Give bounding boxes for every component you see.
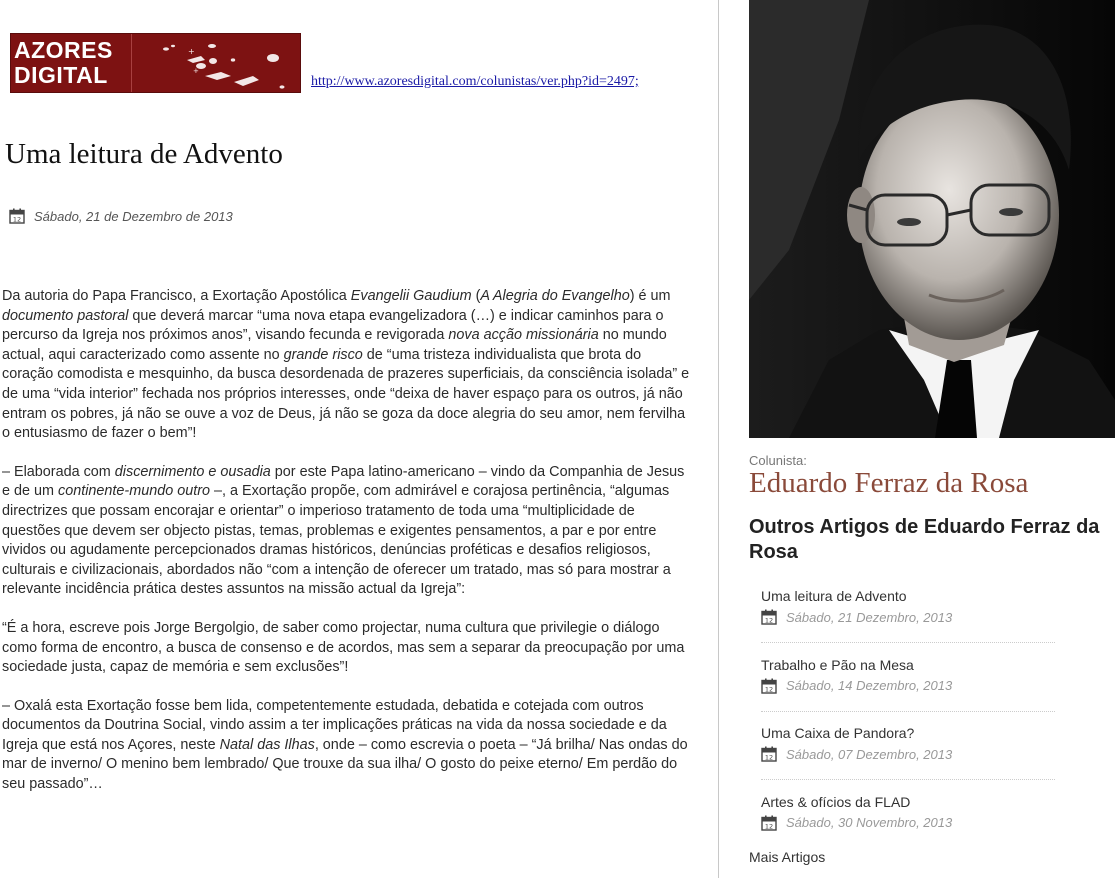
divider: [761, 642, 1055, 643]
article-paragraph-1: [2, 287, 692, 444]
other-article-date-row: [761, 609, 1115, 625]
text-run: ) é um: [629, 288, 671, 304]
text-run: “É a hora, escreve pois Jorge Bergolgio, de saber como projectar, numa cultura que privilegie o diálogo como forma de encontro, a busca de consenso e de acordos, mas sem a separar da preocupação por uma sociedade justa, capaz de memória e sem exclusões”!: [2, 619, 685, 676]
other-article-date: Sábado, 21 Dezembro, 2013: [786, 609, 953, 625]
text-run: no mundo actual, aqui caracterizado como assente no: [2, 327, 667, 363]
article-paragraph-4: [2, 697, 692, 795]
article-date-row: [9, 208, 233, 224]
text-run: Da autoria do Papa Francisco, a Exortação Apostólica: [2, 288, 351, 304]
article-date: Sábado, 21 de Dezembro de 2013: [34, 208, 233, 224]
other-article-date: Sábado, 07 Dezembro, 2013: [786, 746, 953, 762]
divider: [761, 711, 1055, 712]
columnist-photo: [749, 0, 1115, 438]
text-run: – Elaborada com: [2, 463, 115, 480]
other-article-title[interactable]: Trabalho e Pão na Mesa: [761, 656, 914, 673]
text-run: de “uma tristeza individualista que brota do coração comodista e mesquinho, da busca desordenada de prazeres superficiais, da consciência isolada” e de uma “vida interior” fechada nos próprios interesses, onde “deixa de haver espaço para os outros, já não entram os pobres, já não se ouve a voz de Deus, já não se goza da doce alegria do seu amor, nem fervilha o entusiasmo de fazer o bem”!: [2, 346, 690, 442]
list-item[interactable]: [761, 588, 1115, 657]
calendar-icon: [761, 609, 777, 625]
text-run: – Oxalá esta Exortação fosse bem lida, competentemente estudada, debatida e cotejada com outros documentos da Doutrina Social, vindo assim a ter implicações práticas na vida da nossa sociedade e da Igreja que está nos Açores, neste: [2, 697, 667, 753]
article-paragraph-2: [2, 463, 692, 600]
article-body: [2, 287, 692, 814]
italic-phrase: discernimento e ousadia: [114, 463, 271, 480]
svg-text:+: +: [193, 67, 199, 75]
article-paragraph-3: [2, 619, 692, 678]
italic-phrase: grande risco: [283, 346, 363, 363]
italic-phrase: documento pastoral: [2, 307, 129, 324]
article-title: Uma leitura de Advento: [5, 138, 283, 170]
calendar-icon: [761, 815, 777, 831]
columnist-name: Eduardo Ferraz da Rosa: [749, 467, 1029, 499]
svg-text:12: 12: [764, 616, 774, 625]
svg-text:12: 12: [12, 215, 22, 224]
columnist-label: Colunista:: [749, 453, 807, 468]
svg-text:12: 12: [764, 685, 774, 693]
calendar-icon: [761, 678, 777, 694]
azores-digital-logo[interactable]: [10, 33, 301, 93]
other-article-date: Sábado, 30 Novembro, 2013: [786, 815, 953, 830]
text-run: (: [471, 288, 481, 304]
text-run: que deverá marcar “uma nova etapa evangelizadora (…) e indicar caminhos para o percurso da Igreja nos próximos anos”, visando fecunda e revigorada: [2, 307, 664, 344]
logo-text-line1: AZORES: [14, 37, 113, 63]
svg-text:12: 12: [764, 822, 774, 830]
other-article-date: Sábado, 14 Dezembro, 2013: [786, 678, 953, 693]
italic-phrase: Evangelii Gaudium: [350, 288, 472, 304]
other-article-date-row: [761, 678, 1115, 694]
other-articles-heading: Outros Artigos de Eduardo Ferraz da Rosa: [749, 516, 1100, 563]
italic-phrase: A Alegria do Evangelho: [480, 288, 630, 304]
other-article-date-row: [761, 815, 1115, 831]
text-run: –, a Exortação propõe, com admirável e corajosa pertinência, “algumas directrizes que possam encorajar e orientar” o imperioso tratamento de toda uma “multiplicidade de questões que devem ser objecto pistas, temas, problemas e exigentes pensamentos, a par e por entre vividos ou agudamente percepcionados dramas históricos, denúncias proféticas e desafios religiosos, culturais e civilizacionais, abordados não “com a intenção de oferecer um tratado, mas só para mostrar a relevante incidência prática destes assuntos na missão actual da Igreja”:: [2, 483, 671, 598]
column-divider: [718, 0, 719, 878]
svg-text:12: 12: [764, 753, 774, 762]
source-url-link[interactable]: http://www.azoresdigital.com/colunistas/ver.php?id=2497;: [311, 74, 639, 89]
divider: [761, 779, 1055, 780]
list-item[interactable]: [761, 725, 1115, 794]
italic-phrase: nova acção missionária: [448, 327, 599, 344]
other-articles-list: [761, 588, 1115, 862]
text-run: , onde – como escrevia o poeta – “Já brilha/ Nas ondas do mar de inverno/ O menino bem lembrado/ Que trouxe da sua ilha/ O gosto do peixe eterno/ Em perdão do seu passado”…: [2, 736, 688, 793]
logo-divider: [131, 34, 132, 92]
calendar-icon: [761, 746, 777, 762]
logo-text: [14, 38, 113, 88]
other-article-title[interactable]: Uma leitura de Advento: [761, 588, 907, 604]
logo-text-line2: DIGITAL: [14, 62, 108, 88]
other-article-date-row: [761, 746, 1115, 762]
list-item[interactable]: [761, 657, 1115, 726]
svg-text:+: +: [188, 47, 195, 56]
text-run: por este Papa latino-americano – vindo da Companhia de Jesus e de um: [2, 463, 685, 500]
other-article-title[interactable]: Uma Caixa de Pandora?: [761, 725, 915, 741]
calendar-icon: [9, 208, 25, 224]
more-articles-link[interactable]: Mais Artigos: [749, 849, 826, 865]
other-article-title[interactable]: Artes & ofícios da FLAD: [761, 793, 911, 810]
azores-map-icon: [135, 36, 299, 90]
italic-phrase: continente-mundo outro: [58, 483, 211, 500]
italic-phrase: Natal das Ilhas: [219, 736, 315, 753]
